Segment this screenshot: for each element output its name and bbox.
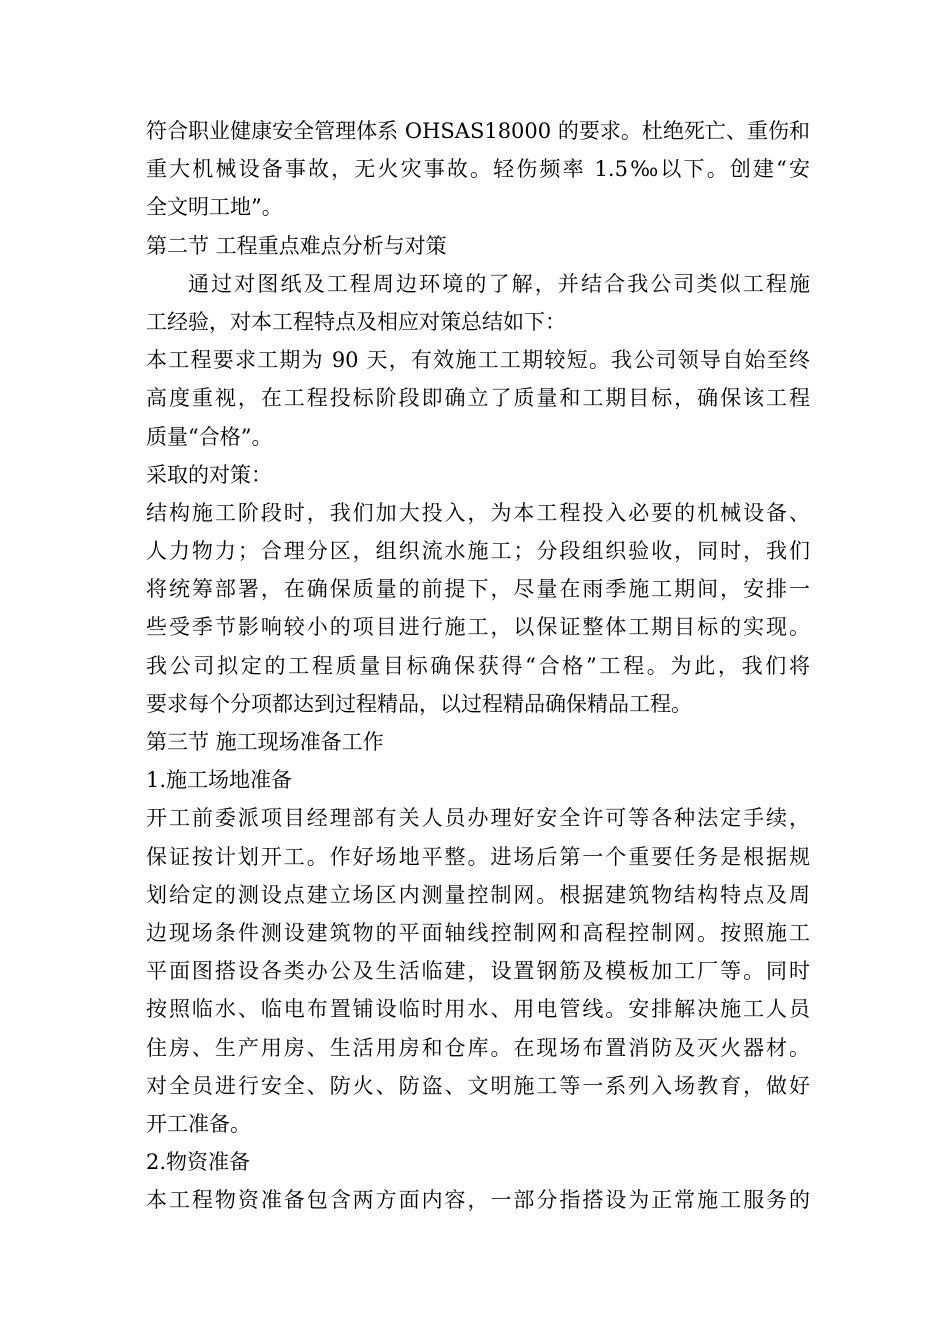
text-line: 保证按计划开工。作好场地平整。进场后第一个重要任务是根据规: [146, 844, 810, 869]
text-line: 边现场条件测设建筑物的平面轴线控制网和高程控制网。按照施工: [146, 920, 810, 945]
text-line: 些受季节影响较小的项目进行施工，以保证整体工期目标的实现。: [146, 615, 810, 640]
text-line: 要求每个分项都达到过程精品，以过程精品确保精品工程。: [146, 691, 692, 716]
text-line: 工经验，对本工程特点及相应对策总结如下：: [146, 309, 566, 334]
text-line: 结构施工阶段时，我们加大投入，为本工程投入必要的机械设备、: [146, 500, 810, 525]
document-page: [146, 112, 810, 1219]
text-line: 重大机械设备事故，无火灾事故。轻伤频率 1.5‰以下。创建“安: [146, 157, 810, 182]
text-line: 开工前委派项目经理部有关人员办理好安全许可等各种法定手续，: [146, 806, 810, 831]
text-line: 划给定的测设点建立场区内测量控制网。根据建筑物结构特点及周: [146, 882, 810, 907]
text-line: 我公司拟定的工程质量目标确保获得“合格”工程。为此，我们将: [146, 653, 810, 678]
text-line: 按照临水、临电布置铺设临时用水、用电管线。安排解决施工人员: [146, 997, 810, 1022]
text-line: 全文明工地”。: [146, 195, 283, 220]
text-line: 高度重视，在工程投标阶段即确立了质量和工期目标，确保该工程: [146, 386, 810, 411]
text-line: 人力物力；合理分区，组织流水施工；分段组织验收，同时，我们: [146, 539, 810, 564]
text-line: 采取的对策：: [146, 462, 272, 487]
text-line: 本工程物资准备包含两方面内容，一部分指搭设为正常施工服务的: [146, 1188, 810, 1213]
section-heading: 第三节 施工现场准备工作: [146, 730, 384, 754]
text-line: 开工准备。: [146, 1111, 251, 1136]
text-line: 质量“合格”。: [146, 424, 273, 449]
text-line: 将统筹部署，在确保质量的前提下，尽量在雨季施工期间，安排一: [146, 577, 810, 602]
section-heading: 第二节 工程重点难点分析与对策: [146, 233, 447, 258]
text-line: 通过对图纸及工程周边环境的了解，并结合我公司类似工程施: [188, 271, 810, 296]
subsection-heading: 2.物资准备: [146, 1150, 251, 1175]
subsection-heading: 1.施工场地准备: [146, 768, 293, 793]
text-line: 对全员进行安全、防火、防盗、文明施工等一系列入场教育，做好: [146, 1073, 810, 1098]
text-line: 住房、生产用房、生活用房和仓库。在现场布置消防及灭火器材。: [146, 1035, 810, 1060]
text-line: 符合职业健康安全管理体系 OHSAS18000 的要求。杜绝死亡、重伤和: [146, 119, 810, 143]
text-line: 本工程要求工期为 90 天，有效施工工期较短。我公司领导自始至终: [146, 348, 810, 373]
text-line: 平面图搭设各类办公及生活临建，设置钢筋及模板加工厂等。同时: [146, 959, 810, 984]
